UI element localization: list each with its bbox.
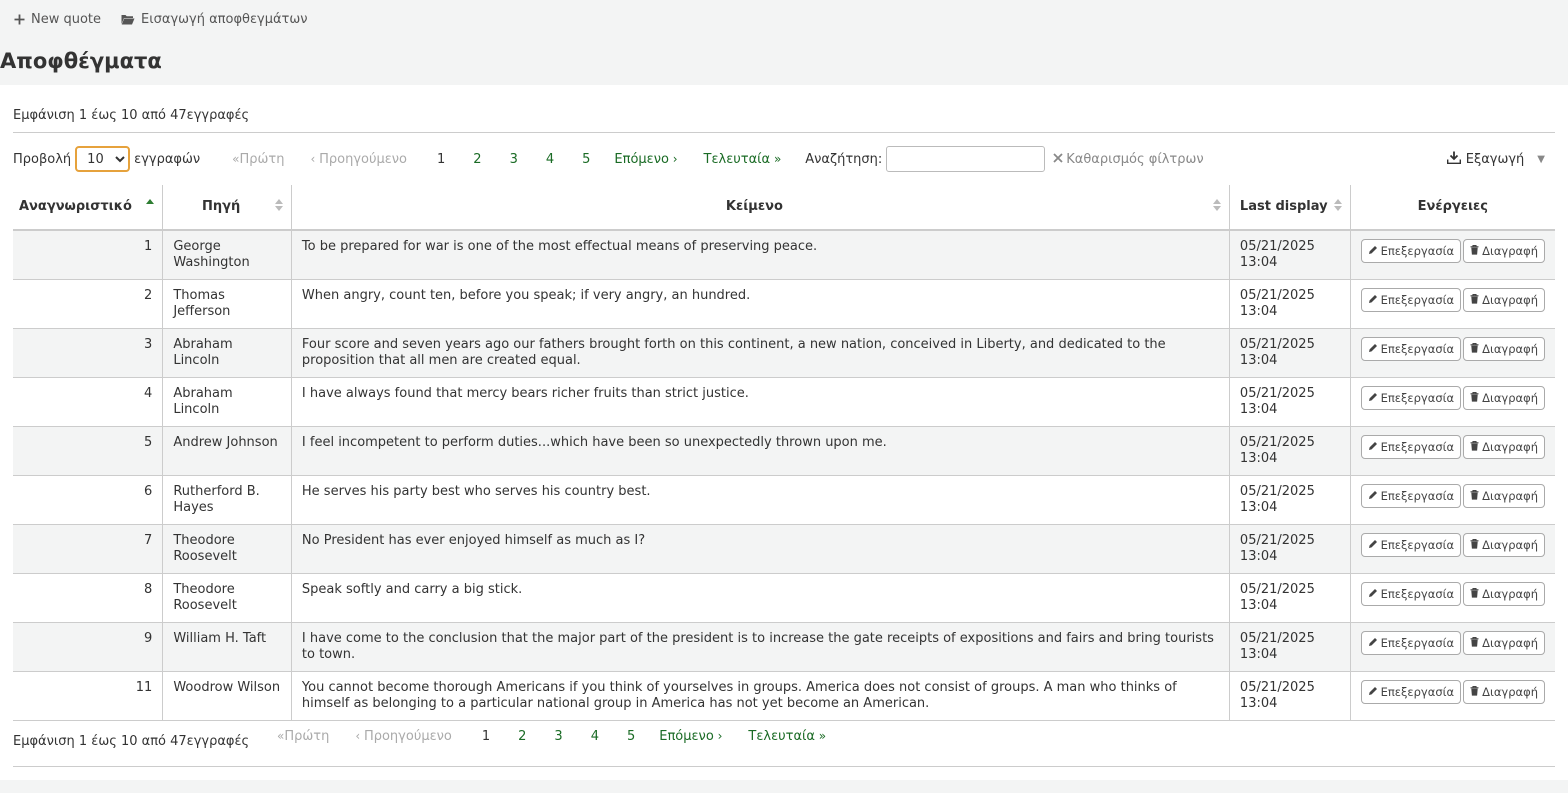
page-2-button[interactable]: 2 (518, 728, 527, 744)
trash-icon (1470, 244, 1479, 258)
double-chevron-right-icon: » (814, 728, 827, 743)
date: 05/21/2025 (1239, 581, 1315, 597)
double-chevron-left-icon: « (232, 151, 240, 166)
cell-text: Four score and seven years ago our fathers brought forth on this continent, a new nation, conceived in Liberty, and dedicated to the proposition that all men are created equal. (291, 328, 1229, 377)
column-header-source[interactable]: Πηγή (163, 185, 292, 230)
pencil-icon (1368, 391, 1378, 405)
cell-source: Abraham Lincoln (163, 328, 292, 377)
double-chevron-right-icon: » (770, 151, 782, 166)
search-label: Αναζήτηση: (805, 151, 883, 167)
cell-source: Rutherford B. Hayes (163, 475, 292, 524)
cell-id: 3 (13, 328, 163, 377)
trash-icon (1470, 440, 1479, 454)
cell-actions (1350, 622, 1555, 671)
page-4-button[interactable]: 4 (590, 728, 599, 744)
trash-icon (1470, 489, 1479, 503)
page-2-button[interactable]: 2 (473, 151, 482, 167)
cell-id: 7 (13, 524, 163, 573)
pencil-icon (1368, 244, 1378, 258)
length-suffix: εγγραφών (134, 151, 201, 167)
trash-icon (1470, 685, 1479, 699)
length-prefix: Προβολή (13, 151, 72, 167)
time: 13:04 (1239, 401, 1278, 417)
time: 13:04 (1239, 548, 1278, 564)
cell-text: When angry, count ten, before you speak; if very angry, an hundred. (291, 279, 1229, 328)
cell-source: Theodore Roosevelt (163, 524, 292, 573)
previous-page-button[interactable]: ‹ Προηγούμενο (310, 151, 407, 167)
table-row (13, 377, 1555, 426)
date: 05/21/2025 (1239, 336, 1315, 352)
time: 13:04 (1239, 352, 1278, 368)
cell-source: Theodore Roosevelt (163, 573, 292, 622)
divider (13, 132, 1555, 133)
cell-id: 6 (13, 475, 163, 524)
edit-button[interactable]: Επεξεργασία (1361, 239, 1461, 263)
delete-button[interactable]: Διαγραφή (1463, 435, 1545, 459)
table-row (13, 671, 1555, 720)
delete-button[interactable]: Διαγραφή (1463, 680, 1545, 704)
cell-text: He serves his party best who serves his country best. (291, 475, 1229, 524)
delete-button[interactable]: Διαγραφή (1463, 288, 1545, 312)
cell-last-display (1229, 573, 1350, 622)
cell-id: 9 (13, 622, 163, 671)
date: 05/21/2025 (1239, 287, 1315, 303)
cell-id: 1 (13, 230, 163, 279)
new-quote-label: New quote (31, 11, 102, 27)
date: 05/21/2025 (1239, 532, 1315, 548)
cell-text: You cannot become thorough Americans if you think of yourselves in groups. America does not consist of groups. A man who thinks of himself as belonging to a particular national group in America has not yet become an American. (291, 671, 1229, 720)
delete-button[interactable]: Διαγραφή (1463, 533, 1545, 557)
last-page-button[interactable]: Τελευταία » (703, 151, 782, 167)
table-controls (13, 144, 1555, 174)
cell-last-display (1229, 377, 1350, 426)
cell-actions (1350, 377, 1555, 426)
delete-button[interactable]: Διαγραφή (1463, 337, 1545, 361)
edit-button[interactable]: Επεξεργασία (1361, 288, 1461, 312)
cell-text: No President has ever enjoyed himself as much as I? (291, 524, 1229, 573)
pencil-icon (1368, 440, 1378, 454)
pencil-icon (1368, 587, 1378, 601)
cell-id: 4 (13, 377, 163, 426)
time: 13:04 (1239, 303, 1278, 319)
cell-last-display (1229, 279, 1350, 328)
last-page-button[interactable]: Τελευταία » (748, 728, 827, 744)
quotes-panel (0, 85, 1568, 780)
pagination-bottom (271, 728, 832, 744)
trash-icon (1470, 342, 1479, 356)
chevron-right-icon: › (713, 728, 723, 743)
cell-source: George Washington (163, 230, 292, 279)
time: 13:04 (1239, 597, 1278, 613)
cell-last-display (1229, 622, 1350, 671)
time: 13:04 (1239, 255, 1278, 270)
page-5-button[interactable]: 5 (626, 728, 636, 744)
cell-id: 8 (13, 573, 163, 622)
page-1-button[interactable]: 1 (437, 151, 446, 167)
date: 05/21/2025 (1239, 385, 1315, 401)
export-button[interactable]: Εξαγωγή ▼ (1447, 151, 1555, 168)
next-page-button[interactable]: Επόμενο › (659, 728, 723, 744)
cell-source: Woodrow Wilson (163, 671, 292, 720)
edit-button[interactable]: Επεξεργασία (1361, 386, 1461, 410)
chevron-left-icon: ‹ (310, 151, 320, 166)
download-icon (1447, 151, 1461, 168)
table-row (13, 622, 1555, 671)
cell-source: Abraham Lincoln (163, 377, 292, 426)
trash-icon (1470, 636, 1479, 650)
cell-actions (1350, 524, 1555, 573)
new-quote-button[interactable] (14, 12, 101, 27)
chevron-right-icon: › (668, 151, 678, 166)
edit-button[interactable]: Επεξεργασία (1361, 484, 1461, 508)
edit-button[interactable]: Επεξεργασία (1361, 631, 1461, 655)
table-info-top: Εμφάνιση 1 έως 10 από 47εγγραφές (13, 108, 250, 123)
page-3-button[interactable]: 3 (509, 151, 518, 167)
pencil-icon (1368, 538, 1378, 552)
cell-actions (1350, 279, 1555, 328)
sort-icon (1213, 199, 1221, 211)
time: 13:04 (1239, 499, 1278, 515)
double-chevron-left-icon: « (277, 728, 285, 743)
close-icon (1053, 152, 1063, 167)
column-header-actions: Ενέργειες (1350, 185, 1555, 230)
date: 05/21/2025 (1239, 434, 1315, 450)
trash-icon (1470, 391, 1479, 405)
cell-source: Thomas Jefferson (163, 279, 292, 328)
cell-last-display (1229, 426, 1350, 475)
cell-last-display (1229, 524, 1350, 573)
delete-button[interactable]: Διαγραφή (1463, 239, 1545, 263)
date: 05/21/2025 (1239, 483, 1315, 499)
cell-last-display (1229, 671, 1350, 720)
chevron-left-icon: ‹ (355, 728, 364, 743)
toolbar (0, 0, 1568, 38)
cell-text: To be prepared for war is one of the most effectual means of preserving peace. (291, 230, 1229, 279)
import-quotes-label: Εισαγωγή αποφθεγμάτων (141, 11, 308, 27)
delete-button[interactable]: Διαγραφή (1463, 386, 1545, 410)
clear-filter-button[interactable]: Καθαρισμός φίλτρων (1053, 152, 1203, 167)
cell-text: I have always found that mercy bears richer fruits than strict justice. (291, 377, 1229, 426)
pencil-icon (1368, 489, 1378, 503)
delete-button[interactable]: Διαγραφή (1463, 631, 1545, 655)
cell-source: Andrew Johnson (163, 426, 292, 475)
cell-actions (1350, 475, 1555, 524)
column-header-id[interactable]: Αναγνωριστικό (13, 185, 163, 230)
folder-open-icon (121, 14, 135, 25)
table-row (13, 475, 1555, 524)
page-3-button[interactable]: 3 (554, 728, 563, 744)
quotes-table (13, 185, 1555, 721)
time: 13:04 (1239, 646, 1278, 662)
edit-button[interactable]: Επεξεργασία (1361, 582, 1461, 606)
cell-text: I feel incompetent to perform duties...which have been so unexpectedly thrown upon me. (291, 426, 1229, 475)
cell-actions (1350, 230, 1555, 279)
search-input[interactable] (886, 146, 1045, 172)
pencil-icon (1368, 342, 1378, 356)
cell-id: 2 (13, 279, 163, 328)
plus-icon (14, 14, 25, 25)
pencil-icon (1368, 636, 1378, 650)
delete-button[interactable]: Διαγραφή (1463, 582, 1545, 606)
cell-text: Speak softly and carry a big stick. (291, 573, 1229, 622)
table-row (13, 230, 1555, 279)
divider (13, 766, 1555, 767)
previous-page-button[interactable]: ‹ Προηγούμενο (355, 728, 452, 744)
pagination-top (226, 152, 787, 167)
edit-button[interactable]: Επεξεργασία (1361, 435, 1461, 459)
trash-icon (1470, 293, 1479, 307)
table-row (13, 573, 1555, 622)
cell-last-display (1229, 328, 1350, 377)
caret-down-icon: ▼ (1537, 153, 1545, 165)
date: 05/21/2025 (1239, 630, 1315, 646)
page-4-button[interactable]: 4 (545, 151, 555, 167)
cell-last-display (1229, 475, 1350, 524)
date: 05/21/2025 (1239, 239, 1315, 254)
cell-id: 5 (13, 426, 163, 475)
edit-button[interactable]: Επεξεργασία (1361, 337, 1461, 361)
cell-actions (1350, 671, 1555, 720)
column-header-last-display[interactable]: Last display (1229, 185, 1350, 230)
table-row (13, 524, 1555, 573)
page-title: Αποφθέγματα (0, 49, 162, 73)
page-length-select[interactable] (75, 146, 130, 172)
cell-actions (1350, 426, 1555, 475)
page-5-button[interactable]: 5 (582, 151, 591, 167)
pencil-icon (1368, 685, 1378, 699)
date: 05/21/2025 (1239, 679, 1315, 695)
sort-icon (1334, 199, 1342, 211)
pencil-icon (1368, 293, 1378, 307)
page-1-button[interactable]: 1 (481, 728, 491, 744)
cell-text: I have come to the conclusion that the major part of the president is to increase the gate receipts of expositions and fairs and bring tourists to town. (291, 622, 1229, 671)
first-page-button[interactable]: «Πρώτη (232, 151, 285, 167)
column-header-text[interactable]: Κείμενο (291, 185, 1229, 230)
table-row (13, 328, 1555, 377)
cell-source: William H. Taft (163, 622, 292, 671)
table-row (13, 426, 1555, 475)
sort-icon (275, 199, 283, 211)
time: 13:04 (1239, 695, 1278, 711)
trash-icon (1470, 587, 1479, 601)
next-page-button[interactable]: Επόμενο › (614, 151, 678, 167)
first-page-button[interactable]: «Πρώτη (277, 728, 330, 744)
table-info-bottom: Εμφάνιση 1 έως 10 από 47εγγραφές (13, 734, 250, 749)
trash-icon (1470, 538, 1479, 552)
import-quotes-button[interactable] (121, 12, 307, 27)
cell-actions (1350, 573, 1555, 622)
cell-actions (1350, 328, 1555, 377)
sort-icon (146, 199, 154, 211)
table-row (13, 279, 1555, 328)
cell-last-display (1229, 230, 1350, 279)
delete-button[interactable]: Διαγραφή (1463, 484, 1545, 508)
cell-id: 11 (13, 671, 163, 720)
time: 13:04 (1239, 450, 1278, 466)
edit-button[interactable]: Επεξεργασία (1361, 533, 1461, 557)
edit-button[interactable]: Επεξεργασία (1361, 680, 1461, 704)
